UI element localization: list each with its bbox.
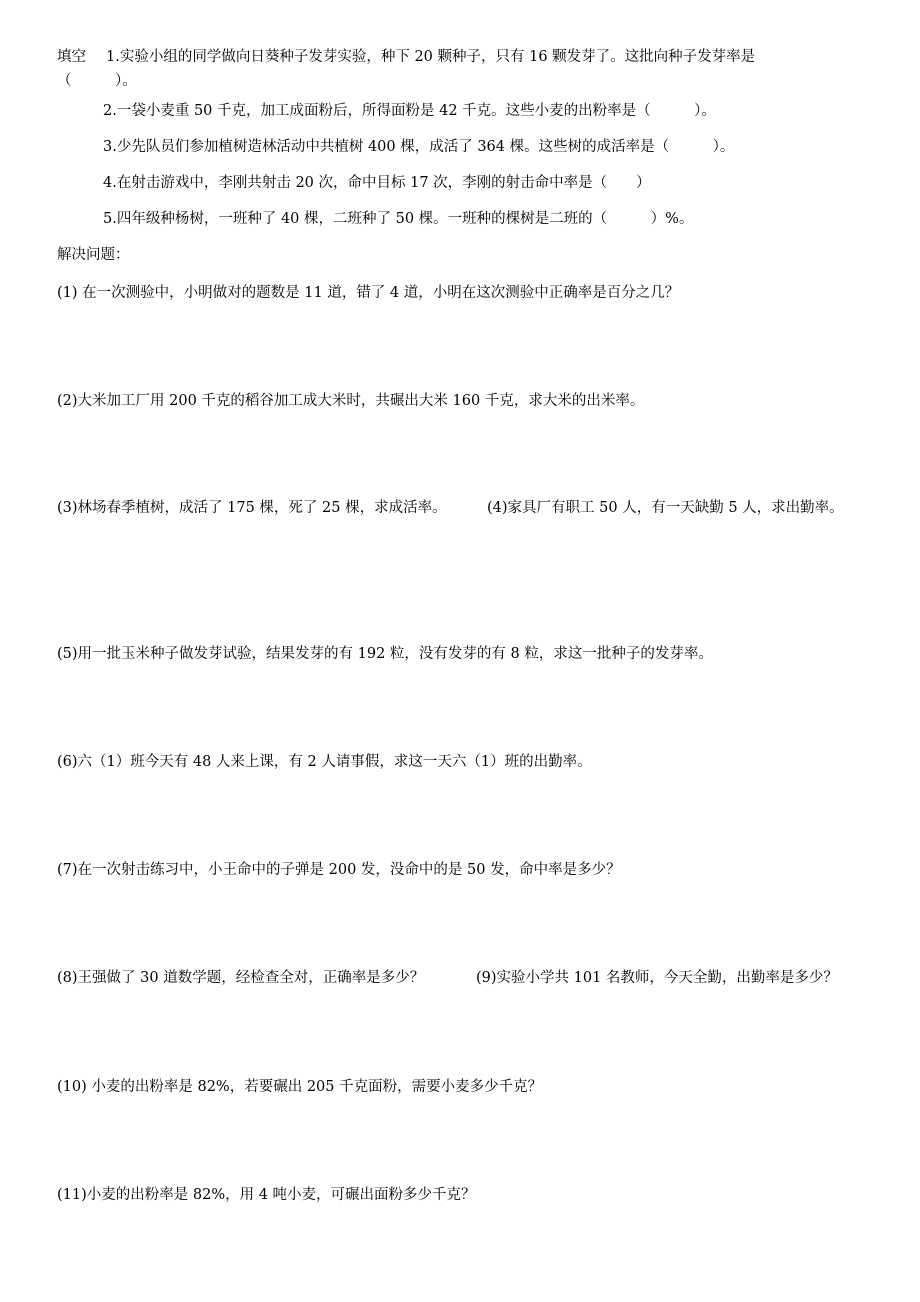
problem-9: (9)实验小学共 101 名教师，今天全勤，出勤率是多少？: [476, 970, 838, 986]
fill-q1-line2: （ ）。: [57, 73, 137, 89]
problem-8: (8)王强做了 30 道数学题，经检查全对，正确率是多少？: [57, 970, 425, 986]
problem-5: (5)用一批玉米种子做发芽试验，结果发芽的有 192 粒，没有发芽的有 8 粒，求这一批种子的发芽率。: [57, 646, 713, 662]
problem-10: (10) 小麦的出粉率是 82%，若要碾出 205 千克面粉，需要小麦多少千克？: [57, 1079, 543, 1095]
fill-q2: 2.一袋小麦重 50 千克，加工成面粉后，所得面粉是 42 千克。这些小麦的出粉率是（ ）。: [103, 103, 716, 119]
fill-q5: 5.四年级种杨树，一班种了 40 棵，二班种了 50 棵。一班种的棵树是二班的（ ）%。: [103, 211, 694, 227]
problem-7: (7)在一次射击练习中，小王命中的子弹是 200 发，没命中的是 50 发，命中率是多少？: [57, 862, 621, 878]
fill-q3: 3.少先队员们参加植树造林活动中共植树 400 棵，成活了 364 棵。这些树的成活率是（ ）。: [103, 139, 735, 155]
problem-4: (4)家具厂有职工 50 人，有一天缺勤 5 人，求出勤率。: [487, 500, 844, 516]
fill-q1-line1: 1.实验小组的同学做向日葵种子发芽实验，种下 20 颗种子，只有 16 颗发芽了。这批向种子发芽率是: [106, 49, 756, 65]
problem-6: (6)六（1）班今天有 48 人来上课，有 2 人请事假，求这一天六（1）班的出勤率。: [57, 754, 592, 770]
fill-blank-heading: 填空: [57, 49, 86, 65]
problem-2: (2)大米加工厂用 200 千克的稻谷加工成大米时，共碾出大米 160 千克，求大米的出米率。: [57, 393, 645, 409]
fill-q4: 4.在射击游戏中，李刚共射击 20 次，命中目标 17 次，李刚的射击命中率是（ ）: [103, 175, 651, 191]
solve-heading: 解决问题：: [57, 247, 130, 263]
problem-1: (1) 在一次测验中，小明做对的题数是 11 道，错了 4 道，小明在这次测验中正确率是百分之几？: [57, 285, 680, 301]
problem-3: (3)林场春季植树，成活了 175 棵，死了 25 棵，求成活率。: [57, 500, 447, 516]
problem-11: (11)小麦的出粉率是 82%，用 4 吨小麦，可碾出面粉多少千克？: [57, 1187, 476, 1203]
